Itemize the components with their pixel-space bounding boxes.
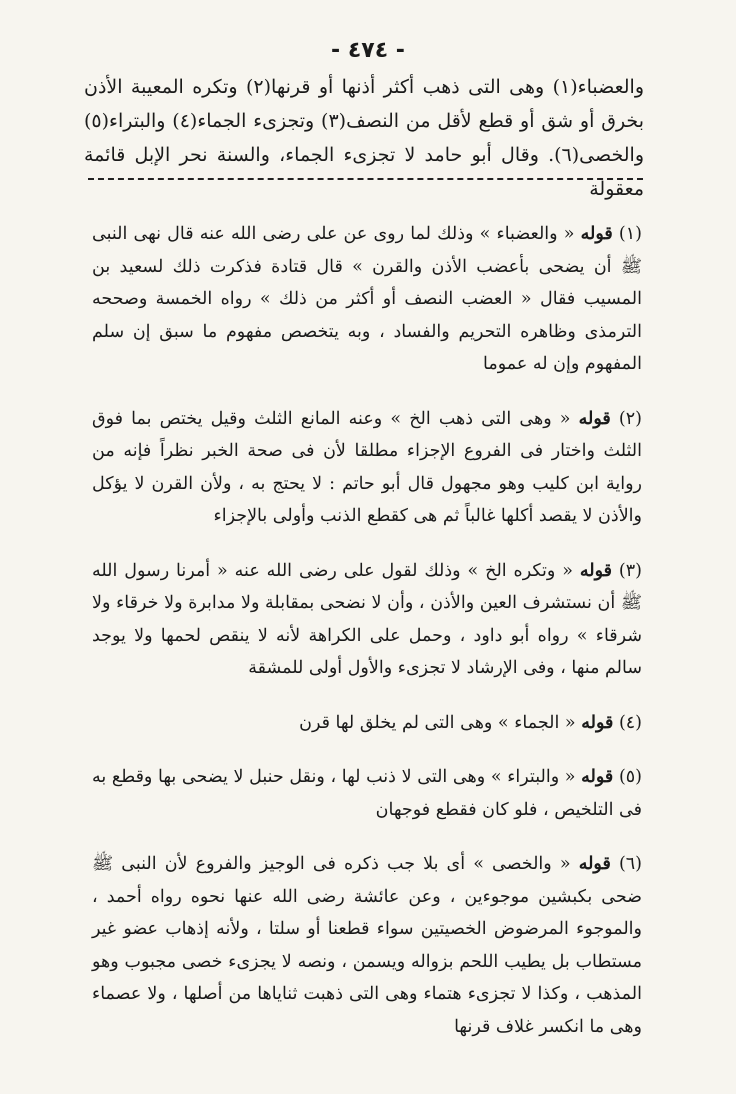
footnote-qawl: قوله xyxy=(579,560,613,581)
footnote-number: (١) xyxy=(618,224,642,244)
main-paragraph: والعضباء(١) وهى التى ذهب أكثر أذنها أو قرنها(٢) وتكره المعيبة الأذن بخرق أو شق أو قطع لأقل من النصف(٣) وتجزىء الجماء(٤) والبتراء(٥) والخصى(٦). وقال أبو حامد لا تجزىء الجماء، والسنة نحر الإبل قائمة معقولة xyxy=(84,76,644,200)
footnote-text: « والخصى » أى بلا جب ذكره فى الوجيز والفروع لأن النبى ﷺ ضحى بكبشين موجوءين ، وعن عائشة رضى الله عنها نحوه رواه أحمد ، والموجوء المرضوض الخصيتين سواء قطعنا أو سلتا ، ولأنه إذهاب عضو غير مستطاب بل يطيب اللحم بزواله ويسمن ، ونصه لا يجزىء خصى مجبوب وهو المذهب ، وكذا لا تجزىء هتماء وهى التى ذهبت ثناياها من أصلها ، ولا عصماء وهى ما انكسر غلاف قرنها xyxy=(92,854,642,1037)
footnote-text: « وهى التى ذهب الخ » وعنه المانع الثلث وقيل يختص بما فوق الثلث واختار فى الفروع الإجزاء مطلقا لأن فى صحة الخبر نظراً فإنه من رواية ابن كليب وهو مجهول قال أبو حاتم : لا يحتج به ، ولأن القرن لا يؤكل والأذن لا يقصد أكلها غالباً ثم هى كقطع الذنب وأولى بالإجزاء xyxy=(92,408,642,526)
footnote-text: « الجماء » وهى التى لم يخلق لها قرن xyxy=(299,712,576,733)
footnote-separator xyxy=(88,178,643,180)
footnote-number: (٣) xyxy=(618,560,642,581)
footnote-1 xyxy=(92,218,642,381)
footnote-2 xyxy=(92,403,642,533)
page-number: - ٤٧٤ - xyxy=(331,38,405,63)
footnote-qawl: قوله xyxy=(580,224,613,244)
footnote-4 xyxy=(92,707,642,740)
footnote-text: « والبتراء » وهى التى لا ذنب لها ، ونقل حنبل لا يضحى بها وقطع به فى التلخيص ، فلو كان فقطع فوجهان xyxy=(92,767,642,820)
footnote-number: (٤) xyxy=(618,712,642,733)
footnotes xyxy=(92,218,642,1043)
footnote-qawl: قوله xyxy=(581,712,614,733)
main-text-block xyxy=(84,70,644,206)
footnote-text: « والعضباء » وذلك لما روى عن على رضى الله عنه قال نهى النبى ﷺ أن يضحى بأعضب الأذن والقرن » قال قتادة فذكرت ذلك لسعيد بن المسيب فقال « العضب النصف أو أكثر من ذلك » رواه الخمسة وصححه الترمذى وظاهره التحريم والفساد ، وبه يتخصص مفهوم ما سبق إن سلم المفهوم وإن له عموما xyxy=(92,224,642,374)
footnote-qawl: قوله xyxy=(581,767,614,787)
footnote-6 xyxy=(92,848,642,1043)
footnote-text: « وتكره الخ » وذلك لقول على رضى الله عنه « أمرنا رسول الله ﷺ أن نستشرف العين والأذن ، وأن لا نضحى بمقابلة ولا مدابرة ولا خرقاء ولا شرقاء » رواه أبو داود ، وحمل على الكراهة لأنه لا ينقص لحمها ولا يوجد سالم منها ، وفى الإرشاد لا تجزىء والأول أولى للمشقة xyxy=(92,560,642,678)
footnote-number: (٥) xyxy=(618,767,642,787)
footnote-qawl: قوله xyxy=(578,408,611,429)
footnote-5 xyxy=(92,761,642,826)
footnote-qawl: قوله xyxy=(578,854,611,874)
footnote-3 xyxy=(92,555,642,685)
footnote-number: (٦) xyxy=(618,854,642,874)
footnote-number: (٢) xyxy=(618,408,642,429)
